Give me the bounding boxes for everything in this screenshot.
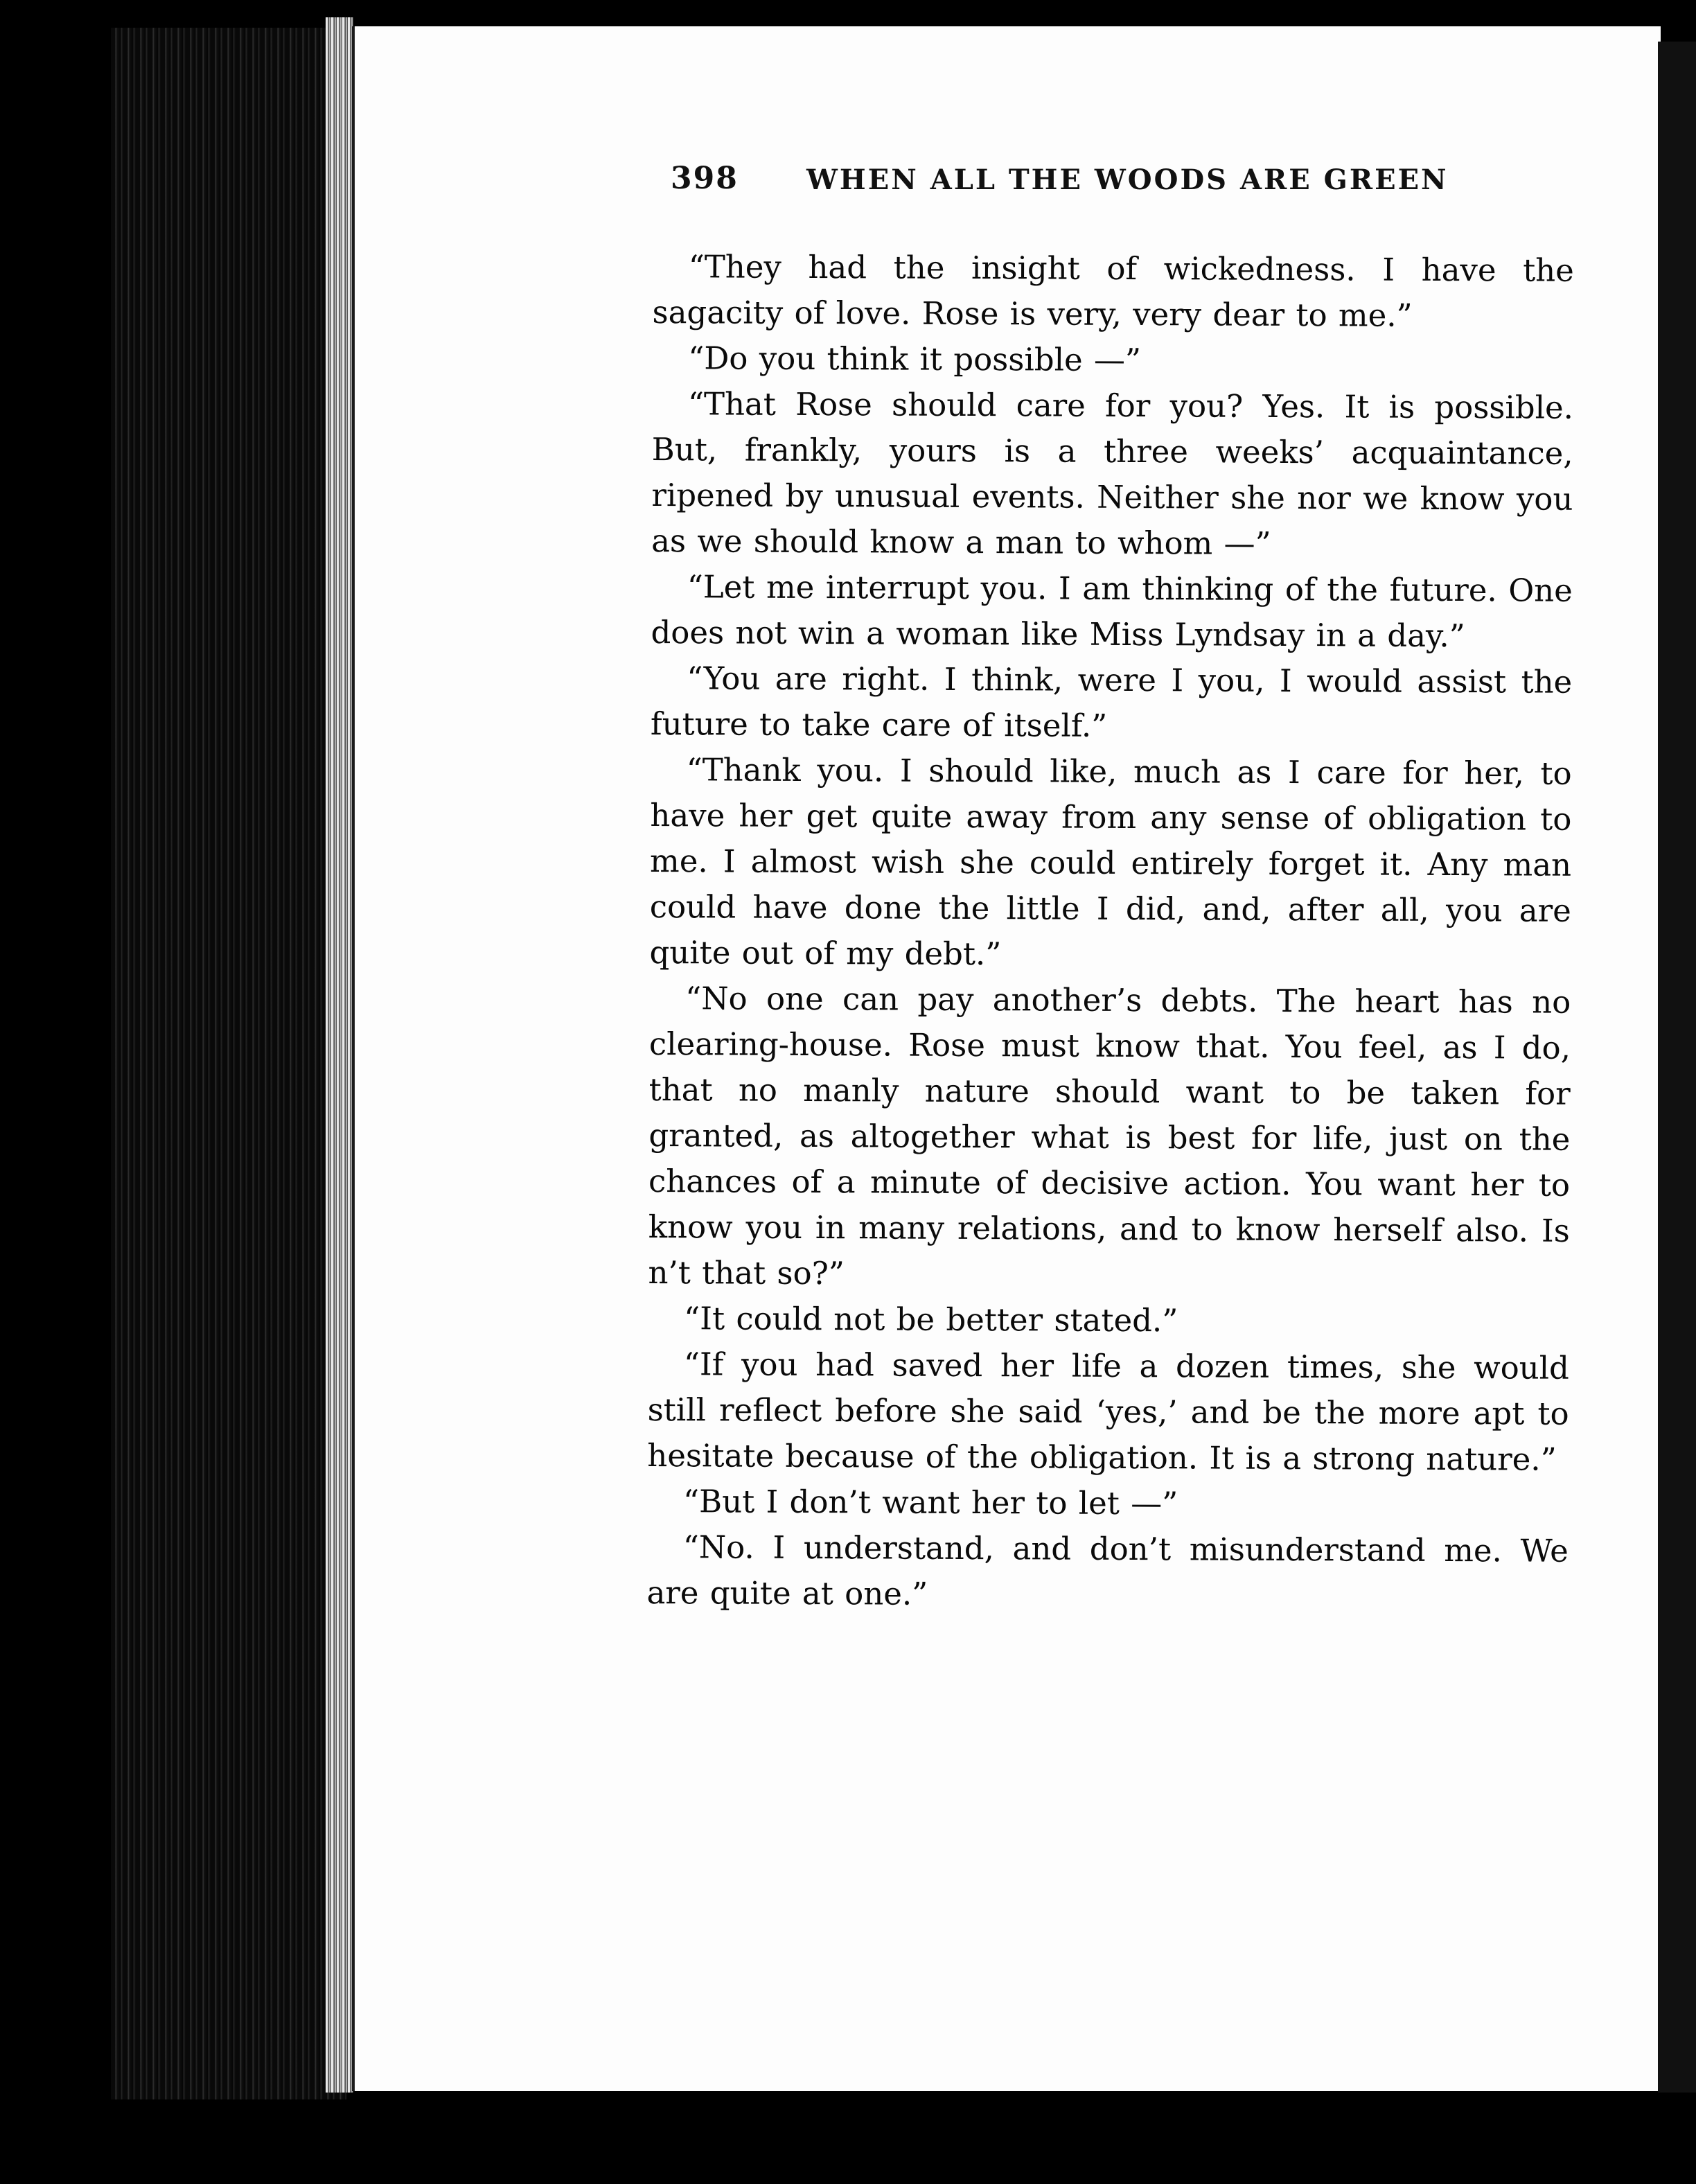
- paragraph: “No one can pay another’s debts. The heart has no clearing-house. Rose must know that. You feel, as I do, that no manly nature should want to be taken for granted, as altogether what is best for life, just on the chances of a minute of decisive action. You want her to know you in many relations, and to know herself also. Is n’t that so?”: [648, 980, 1571, 1292]
- paragraph: “No. I understand, and don’t misunderstand me. We are quite at one.”: [646, 1529, 1569, 1612]
- paragraph: “Let me interrupt you. I am thinking of the future. One does not win a woman like Miss Lyndsay in a day.”: [651, 568, 1573, 655]
- page-edges-light: [326, 17, 353, 2093]
- paragraph: “Thank you. I should like, much as I care for her, to have her get quite away from any sense of obligation to me. I almost wish she could entirely forget it. Any man could have done the little I did, and, after all, you are quite out of my debt.”: [649, 751, 1572, 973]
- paragraph: “But I don’t want her to let —”: [682, 1483, 1178, 1522]
- running-head: [671, 161, 1447, 209]
- running-title: WHEN ALL THE WOODS ARE GREEN: [806, 164, 1449, 196]
- paragraph: “You are right. I think, were I you, I would assist the future to take care of itself.”: [650, 660, 1573, 744]
- paragraph: “Do you think it possible —”: [688, 340, 1142, 379]
- page-number: 398: [671, 161, 739, 196]
- right-margin-shadow: [1658, 42, 1696, 2093]
- paragraph: “It could not be better stated.”: [684, 1300, 1178, 1339]
- paragraph: “If you had saved her life a dozen times, she would still reflect before she said ‘yes,’ and be the more apt to hesitate because of the obligation. It is a strong nature.”: [647, 1346, 1570, 1478]
- paragraph: “They had the insight of wickedness. I have the sagacity of love. Rose is very, very dear to me.”: [652, 248, 1574, 334]
- body-text: [646, 244, 1574, 1620]
- paragraph: “That Rose should care for you? Yes. It is possible. But, frankly, yours is a three weeks’ acquaintance, ripened by unusual events. Neither she nor we know you as we should know a man to whom —”: [651, 385, 1574, 562]
- page-edges: [111, 28, 346, 2099]
